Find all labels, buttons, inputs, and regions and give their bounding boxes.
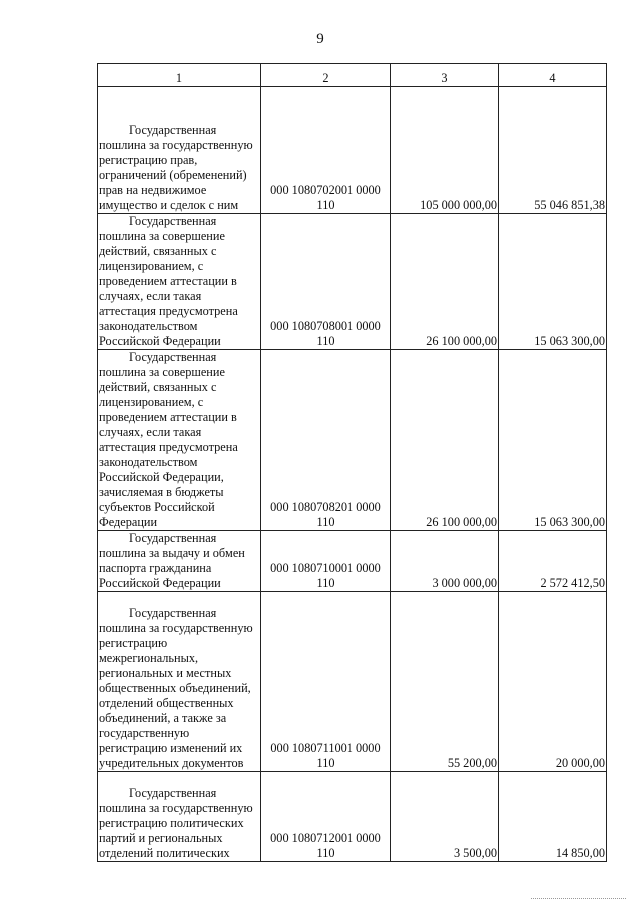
revenue-table — [97, 63, 607, 862]
table-row — [98, 87, 607, 214]
row-actual: 15 063 300,00 — [499, 214, 607, 350]
table-header-row — [98, 64, 607, 87]
row-name: Государственная пошлина за государственную регистрацию политических партий и региональных отделений политических — [99, 786, 253, 860]
row-planned: 26 100 000,00 — [391, 350, 499, 531]
header-col-1: 1 — [98, 64, 261, 87]
row-planned: 26 100 000,00 — [391, 214, 499, 350]
row-name: Государственная пошлина за государственную регистрацию прав, ограничений (обременений) прав на недвижимое имущество и сделок с ним — [99, 123, 253, 212]
row-actual: 15 063 300,00 — [499, 350, 607, 531]
row-name-cell — [98, 350, 261, 531]
row-actual: 2 572 412,50 — [499, 531, 607, 592]
row-name: Государственная пошлина за государственную регистрацию межрегиональных, региональных и местных общественных объединений, отделений общественных объединений, а также за государственную регистрацию изменений их учредительных документов — [99, 606, 253, 770]
table-row — [98, 772, 607, 862]
header-col-2: 2 — [261, 64, 391, 87]
row-code: 000 1080708201 0000 110 — [261, 350, 391, 531]
row-actual: 14 850,00 — [499, 772, 607, 862]
table-row — [98, 531, 607, 592]
row-actual: 20 000,00 — [499, 592, 607, 772]
row-name-cell — [98, 592, 261, 772]
row-name-cell — [98, 214, 261, 350]
row-name: Государственная пошлина за совершение действий, связанных с лицензированием, с проведением аттестации в случаях, если такая аттестация предусмотрена законодательством Российской Федерации — [99, 214, 238, 348]
page-number: 9 — [316, 31, 324, 47]
row-name-cell — [98, 87, 261, 214]
scan-artifact — [531, 898, 626, 902]
row-code: 000 1080712001 0000 110 — [261, 772, 391, 862]
row-planned: 3 500,00 — [391, 772, 499, 862]
row-planned: 105 000 000,00 — [391, 87, 499, 214]
row-code: 000 1080711001 0000 110 — [261, 592, 391, 772]
row-actual: 55 046 851,38 — [499, 87, 607, 214]
table-row — [98, 214, 607, 350]
row-name: Государственная пошлина за совершение действий, связанных с лицензированием, с проведением аттестации в случаях, если такая аттестация предусмотрена законодательством Российской Федерации, зачисляемая в бюджеты субъектов Российской Федерации — [99, 350, 238, 529]
row-code: 000 1080710001 0000 110 — [261, 531, 391, 592]
row-planned: 55 200,00 — [391, 592, 499, 772]
row-name-cell — [98, 772, 261, 862]
row-code: 000 1080708001 0000 110 — [261, 214, 391, 350]
table-row — [98, 592, 607, 772]
table-row — [98, 350, 607, 531]
header-col-4: 4 — [499, 64, 607, 87]
header-col-3: 3 — [391, 64, 499, 87]
row-name: Государственная пошлина за выдачу и обмен паспорта гражданина Российской Федерации — [99, 531, 245, 590]
row-code: 000 1080702001 0000 110 — [261, 87, 391, 214]
row-name-cell — [98, 531, 261, 592]
row-planned: 3 000 000,00 — [391, 531, 499, 592]
